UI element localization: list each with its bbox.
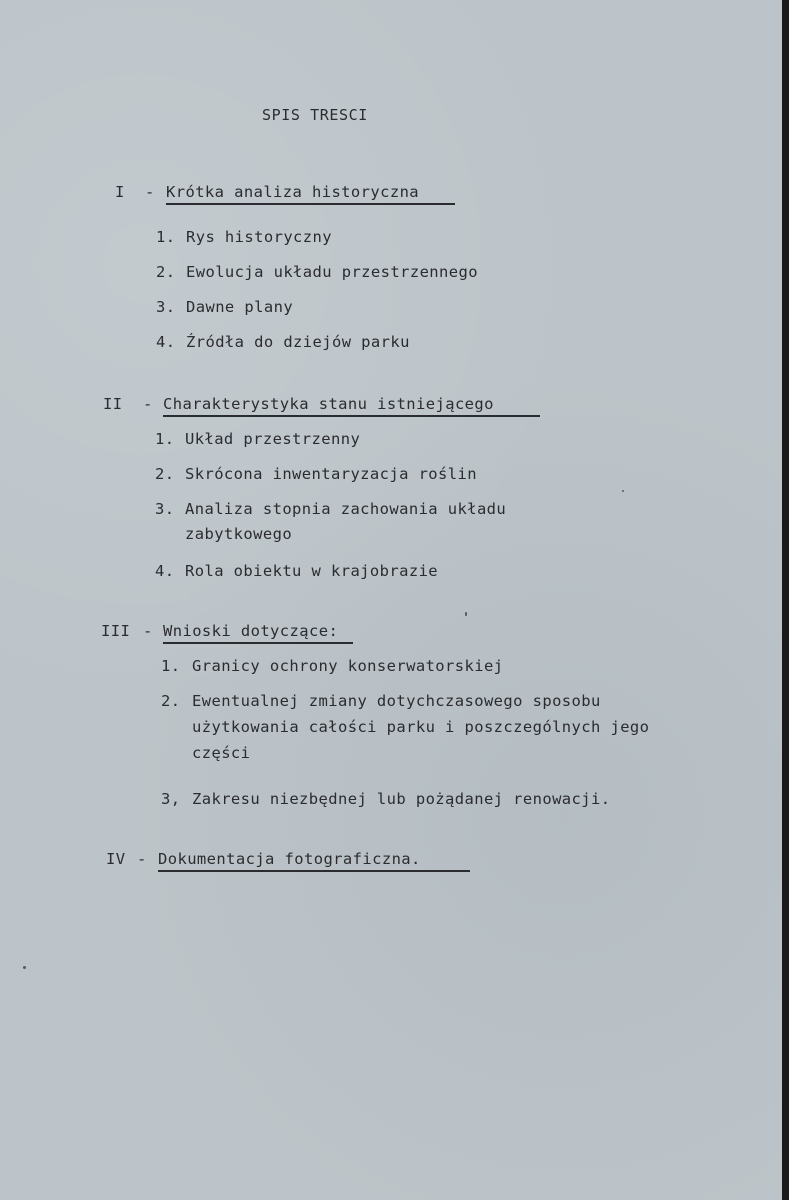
item-text: Rys historyczny <box>186 228 332 246</box>
item-text: Granicy ochrony konserwatorskiej <box>192 657 504 675</box>
section-heading: Krótka analiza historyczna <box>166 183 420 201</box>
item-text-continued: części <box>192 744 251 762</box>
section-dash: - <box>143 395 153 413</box>
section-numeral: IV <box>106 850 126 868</box>
item-text: Dawne plany <box>186 298 294 316</box>
section-heading: Charakterystyka stanu istniejącego <box>163 395 494 413</box>
item-text: Układ przestrzenny <box>185 430 361 448</box>
section-numeral: III <box>101 622 131 640</box>
section-dash: - <box>145 183 155 201</box>
item-text: Skrócona inwentaryzacja roślin <box>185 465 477 483</box>
item-number: 3. <box>155 500 175 518</box>
item-number: 2. <box>155 465 175 483</box>
scan-edge <box>782 0 789 1200</box>
page-title: SPIS TRESCI <box>262 106 368 124</box>
heading-underline <box>166 203 455 205</box>
item-number: 2. <box>156 263 176 281</box>
paper-speck <box>622 490 624 492</box>
section-heading: Dokumentacja fotograficzna. <box>158 850 421 868</box>
item-text: Ewentualnej zmiany dotychczasowego sposobu <box>192 692 601 710</box>
item-text: Analiza stopnia zachowania układu <box>185 500 507 518</box>
section-dash: - <box>143 622 153 640</box>
paper-speck <box>465 612 467 616</box>
section-numeral: II <box>103 395 123 413</box>
item-number: 4. <box>156 333 176 351</box>
heading-underline <box>158 870 470 872</box>
item-text: Ewolucja układu przestrzennego <box>186 263 478 281</box>
item-text-continued: użytkowania całości parku i poszczególnych jego <box>192 718 650 736</box>
item-number: 3, <box>161 790 181 808</box>
item-number: 1. <box>161 657 181 675</box>
item-text: Rola obiektu w krajobrazie <box>185 562 439 580</box>
section-heading: Wnioski dotyczące: <box>163 622 339 640</box>
heading-underline <box>163 415 540 417</box>
item-number: 3. <box>156 298 176 316</box>
paper-speck <box>23 966 26 969</box>
item-number: 4. <box>155 562 175 580</box>
item-number: 1. <box>156 228 176 246</box>
section-numeral: I <box>115 183 125 201</box>
item-number: 2. <box>161 692 181 710</box>
item-text: Źródła do dziejów parku <box>186 333 410 351</box>
item-text: Zakresu niezbędnej lub pożądanej renowacji. <box>192 790 611 808</box>
section-dash: - <box>137 850 147 868</box>
item-text-continued: zabytkowego <box>185 525 293 543</box>
heading-underline <box>163 642 353 644</box>
item-number: 1. <box>155 430 175 448</box>
